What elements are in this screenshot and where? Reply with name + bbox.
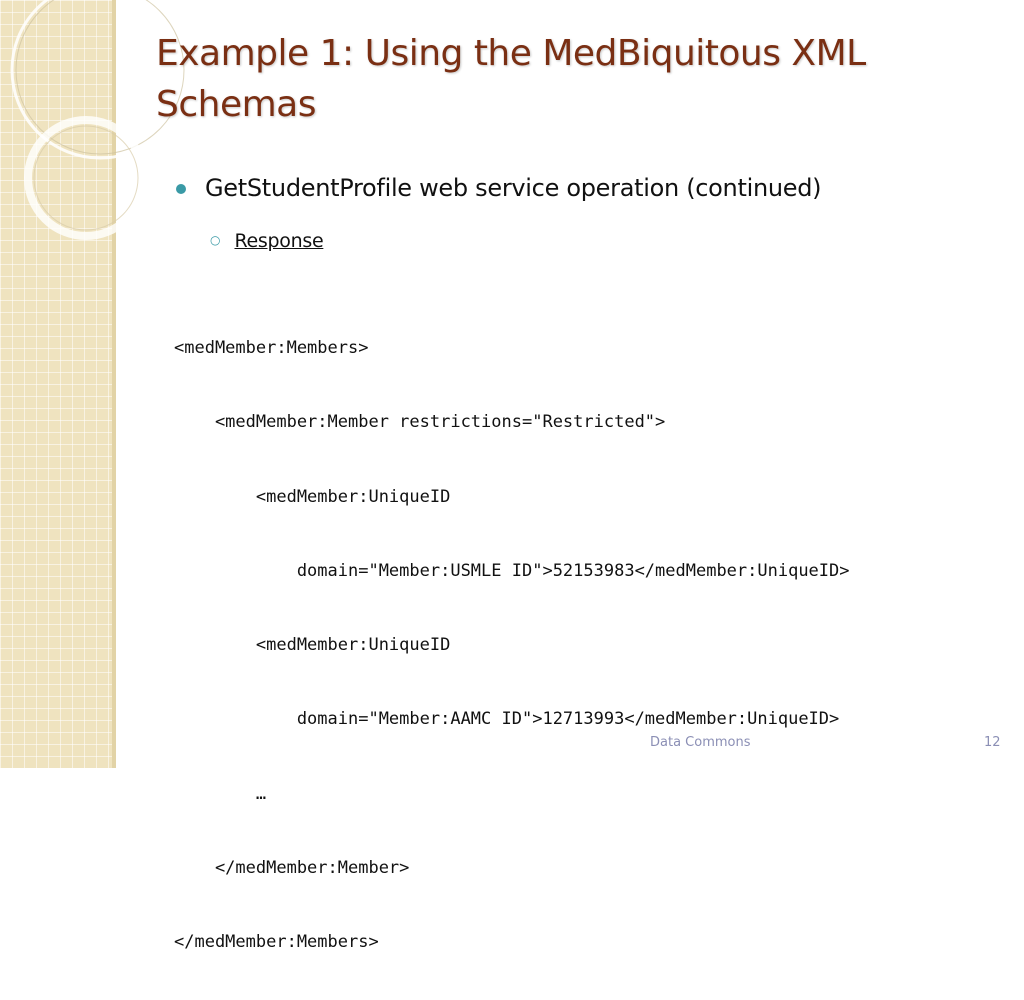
- sub-bullet-item: [210, 230, 323, 252]
- code-line: <medMember:UniqueID: [174, 486, 451, 507]
- bullet-item: [176, 174, 821, 202]
- footer-label: Data Commons: [650, 735, 751, 750]
- sub-bullet-ring-icon: ○: [210, 233, 221, 247]
- code-line: domain="Member:AAMC ID">12713993</medMember:UniqueID>: [174, 709, 840, 730]
- code-line: …: [174, 783, 267, 804]
- code-line: </medMember:Members>: [174, 932, 379, 953]
- page-number: 12: [984, 735, 1001, 750]
- slide-title: Example 1: Using the MedBiquitous XML Schemas: [156, 33, 866, 125]
- bullet-dot-icon: [176, 184, 186, 194]
- bullet-text: GetStudentProfile web service operation (continued): [205, 174, 822, 202]
- code-line: <medMember:UniqueID: [174, 635, 451, 656]
- xml-code-block: [174, 291, 850, 1000]
- sub-bullet-text: Response: [234, 230, 324, 252]
- code-line: <medMember:Members>: [174, 338, 369, 358]
- decorative-circles: [0, 0, 120, 260]
- code-line: <medMember:Member restrictions="Restricted">: [174, 412, 666, 433]
- code-line: </medMember:Member>: [174, 858, 410, 879]
- code-line: domain="Member:USMLE ID">52153983</medMember:UniqueID>: [174, 560, 850, 581]
